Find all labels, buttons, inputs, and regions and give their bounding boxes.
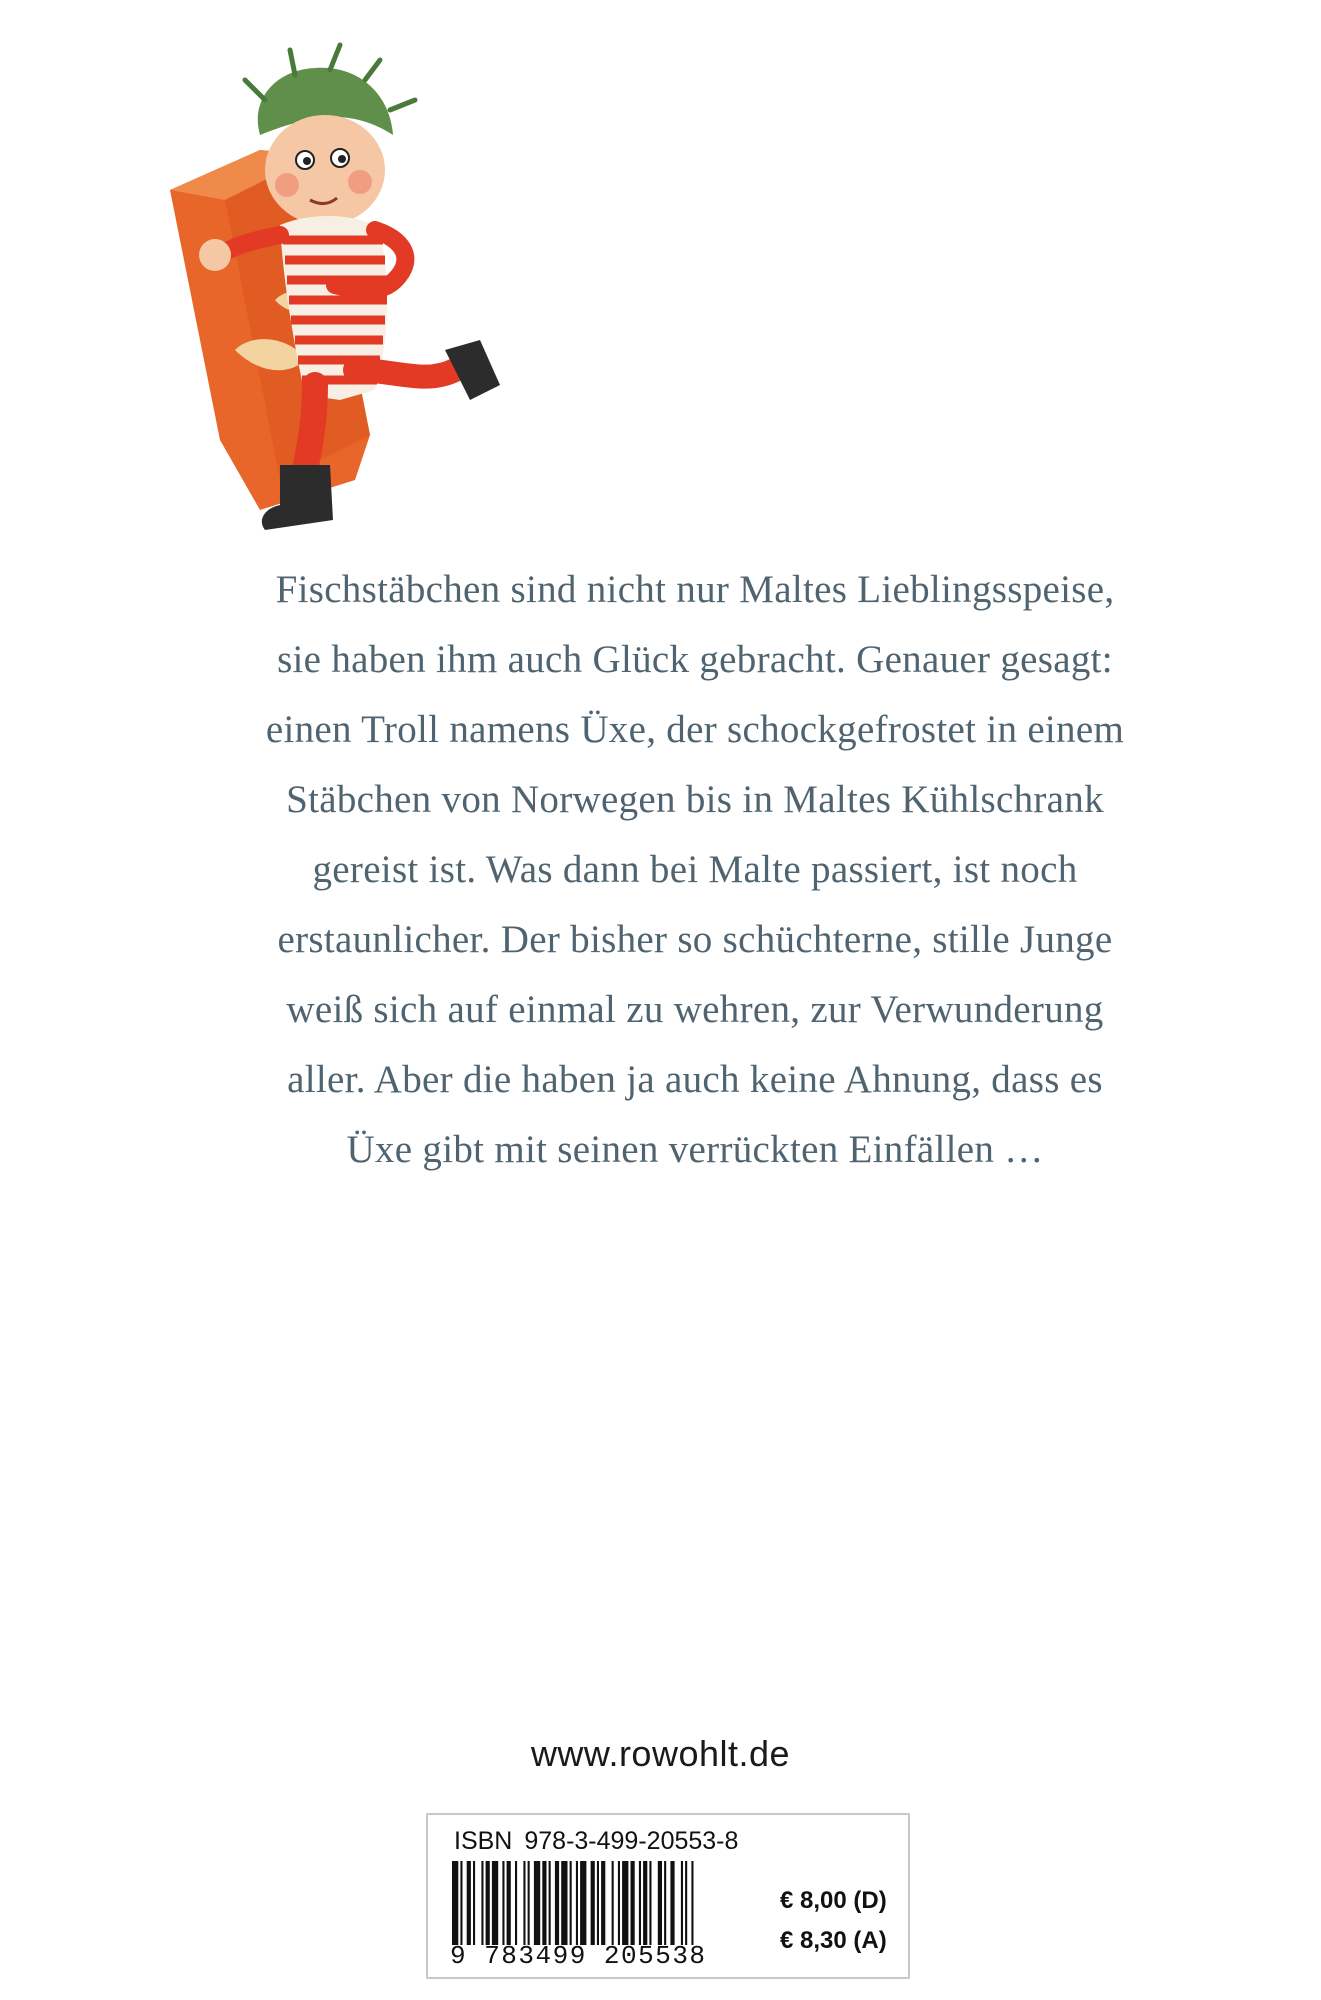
barcode-bar [542, 1861, 546, 1945]
barcode-bar [597, 1861, 599, 1945]
barcode-bar [664, 1861, 666, 1945]
barcode-bar [502, 1861, 504, 1945]
blurb-line: aller. Aber die haben ja auch keine Ahnung, dass es [287, 1058, 1103, 1101]
barcode-bar [481, 1861, 483, 1945]
blurb-line: Stäbchen von Norwegen bis in Maltes Kühlschrank [286, 778, 1104, 821]
isbn-line [454, 1827, 750, 1856]
barcode-bar [643, 1861, 647, 1945]
barcode-bar [576, 1861, 578, 1945]
price-austria: € 8,30 (A) [780, 1927, 887, 1954]
barcode-bar [561, 1861, 567, 1945]
barcode-bar [486, 1861, 490, 1945]
barcode-digits: 9 783499 205538 [450, 1941, 707, 1971]
blurb-text [150, 555, 1240, 1185]
barcode-bar [492, 1861, 498, 1945]
barcode-bar [528, 1861, 530, 1945]
troll-hand [199, 239, 231, 271]
barcode-bar [658, 1861, 662, 1945]
barcode-label [426, 1813, 910, 1979]
publisher-website[interactable]: www.rowohlt.de [530, 1733, 791, 1774]
barcode-bar [649, 1861, 651, 1945]
barcode-bar [618, 1861, 620, 1945]
barcode-bar [580, 1861, 586, 1945]
barcode-bar [452, 1861, 458, 1945]
barcode-bar [685, 1861, 687, 1945]
price-block [780, 1881, 887, 1961]
blurb-line: gereist ist. Was dann bei Malte passiert, ist noch [312, 848, 1078, 891]
barcode-bar [631, 1861, 635, 1945]
barcode-bar [570, 1861, 572, 1945]
isbn-number: 978-3-499-20553-8 [524, 1827, 739, 1855]
barcode-bar [534, 1861, 540, 1945]
troll-face [265, 115, 385, 225]
blurb-line: erstaunlicher. Der bisher so schüchterne, stille Junge [277, 918, 1113, 961]
blurb-line: weiß sich auf einmal zu wehren, zur Verwunderung [286, 988, 1104, 1031]
barcode-image [452, 1861, 774, 1945]
barcode-bar [591, 1861, 595, 1945]
barcode-bar [515, 1861, 517, 1945]
barcode-bar [555, 1861, 559, 1945]
barcode-bar [670, 1861, 674, 1945]
troll-illustration [165, 40, 585, 550]
barcode-bar [460, 1861, 462, 1945]
barcode-bar [467, 1861, 471, 1945]
barcode-bar [507, 1861, 511, 1945]
blurb-line: Üxe gibt mit seinen verrückten Einfällen … [346, 1128, 1044, 1171]
barcode-bar [622, 1861, 628, 1945]
barcode-bar [691, 1861, 693, 1945]
barcode-bar [473, 1861, 475, 1945]
barcode-bar [601, 1861, 605, 1945]
barcode-bar [639, 1861, 641, 1945]
blurb-line: sie haben ihm auch Glück gebracht. Genauer gesagt: [277, 638, 1113, 681]
barcode-bar [549, 1861, 551, 1945]
barcode-bar [681, 1861, 683, 1945]
barcode-bar [612, 1861, 614, 1945]
blurb-line: Fischstäbchen sind nicht nur Maltes Lieblingsspeise, [275, 568, 1115, 611]
price-germany: € 8,00 (D) [780, 1887, 887, 1914]
blurb-line: einen Troll namens Üxe, der schockgefrostet in einem [265, 708, 1125, 751]
barcode-bar [523, 1861, 525, 1945]
isbn-label: ISBN [454, 1827, 513, 1855]
